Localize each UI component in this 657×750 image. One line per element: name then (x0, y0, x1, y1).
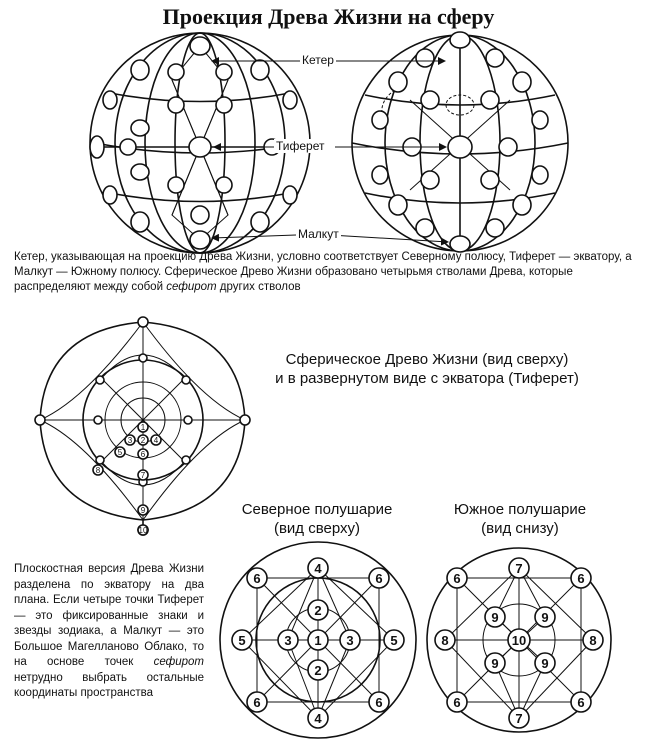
south-node-label: 9 (541, 610, 549, 625)
flat-node-1: 1 (140, 423, 146, 432)
page-title: Проекция Древа Жизни на сферу (162, 4, 495, 29)
caption-text-end: других стволов (216, 281, 301, 293)
north-node-label: 2 (314, 663, 322, 678)
north-node-label: 6 (253, 571, 261, 586)
label-tiferet: Тиферет (276, 139, 325, 153)
flat-node-2: 2 (140, 436, 146, 445)
south-node-label: 9 (541, 656, 549, 671)
flat-node-9: 9 (140, 506, 146, 515)
flat-node-5: 5 (117, 448, 123, 457)
north-node-label: 3 (346, 633, 354, 648)
south-node-label: 6 (577, 571, 585, 586)
side-text-start: Плоскостная версия Древа Жизни разделена по экватору на два плана. Если четыре точки Тиферет — это фиксированные знаки и звезды зодиака, а Малкут — это Большое Магелланово Облако, то на основе точек (14, 563, 204, 668)
north-node-label: 4 (314, 711, 322, 726)
flat-node-10: 10 (138, 526, 148, 535)
south-node-label: 6 (453, 571, 461, 586)
south-node-label: 8 (441, 633, 449, 648)
caption-emphasis: сефирот (166, 281, 217, 293)
flat-node-6: 6 (140, 450, 146, 459)
north-nodes (232, 558, 404, 728)
south-node-label: 6 (453, 695, 461, 710)
flat-node-4: 4 (153, 436, 159, 445)
flat-node-8: 8 (95, 466, 101, 475)
flat-node-7: 7 (140, 471, 146, 480)
south-nodes (435, 558, 603, 728)
north-node-label: 6 (253, 695, 261, 710)
north-node-label: 6 (375, 571, 383, 586)
south-heading-line2: (вид снизу) (481, 520, 559, 537)
north-node-label: 3 (284, 633, 292, 648)
south-heading-line1: Южное полушарие (453, 501, 587, 518)
caption-text: Кетер, указывающая на проекцию Древа Жизни, условно соответствует Северному полюсу, Тиферет — экватору, а Малкут — Южному полюсу. Сферическое Древо Жизни образовано четырьмя стволами Древа, которые распределяют между собой (14, 251, 632, 293)
south-node-label: 8 (589, 633, 597, 648)
north-node-label: 5 (238, 633, 246, 648)
spherical-heading-line1: Сферическое Древо Жизни (вид сверху) (285, 351, 569, 368)
south-node-label: 6 (577, 695, 585, 710)
north-heading-line1: Северное полушарие (241, 501, 393, 518)
south-node-label: 10 (511, 633, 527, 648)
north-node-label: 2 (314, 603, 322, 618)
label-malkut: Малкут (298, 227, 339, 241)
south-node-label: 7 (515, 561, 523, 576)
spherical-heading-line2: и в развернутом виде с экватора (Тиферет) (275, 370, 579, 387)
south-node-label: 9 (491, 656, 499, 671)
side-emphasis: сефирот (153, 656, 204, 668)
north-node-label: 4 (314, 561, 322, 576)
north-node-label: 5 (390, 633, 398, 648)
north-heading-line2: (вид сверху) (273, 520, 361, 537)
south-node-label: 9 (491, 610, 499, 625)
south-node-label: 7 (515, 711, 523, 726)
north-node-label: 6 (375, 695, 383, 710)
label-keter: Кетер (302, 53, 334, 67)
north-node-label: 1 (314, 633, 322, 648)
flat-node-3: 3 (127, 436, 133, 445)
side-text-end: нетрудно выбрать остальные координаты пространства (14, 671, 204, 699)
